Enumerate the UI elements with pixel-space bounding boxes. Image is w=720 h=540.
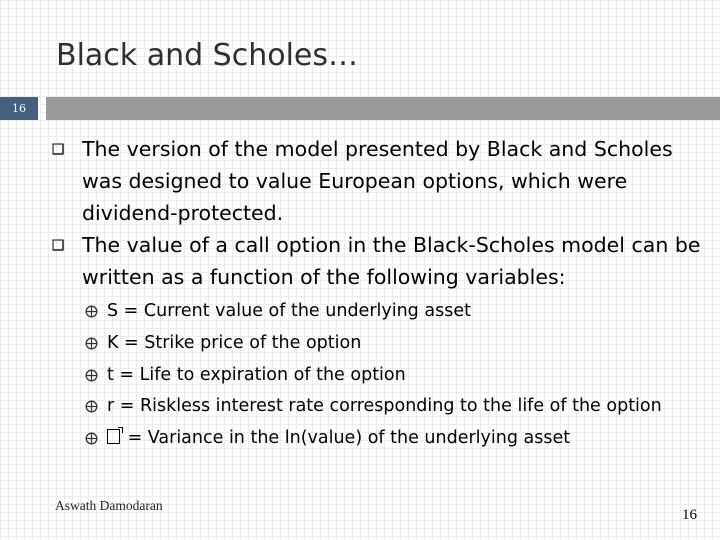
slide-title: Black and Scholes… [56,38,359,73]
hollow-square-bullet-icon [52,143,64,155]
footer-author: Aswath Damodaran [55,498,163,513]
sub-bullet-item [0,391,720,423]
sub-bullet-line [107,423,570,455]
bullet-text: The value of a call option in the Black-Scholes model can be written as a function of the following variables: [82,233,701,289]
sub-bullet-item [0,328,720,360]
sub-bullet-text: S = Current value of the underlying asset [107,301,471,321]
sub-bullet-item [0,360,720,392]
bullet-list [0,133,720,293]
sub-bullet-text: r = Riskless interest rate corresponding to the life of the option [107,396,662,417]
header-bar [46,97,720,120]
header-band [0,97,720,120]
sub-bullet-text: = Variance in the ln(value) of the underlying asset [122,428,571,449]
bullet-item [0,133,720,229]
slide-number-badge: 16 [0,97,38,120]
bullet-item [0,229,720,293]
hollow-square-bullet-icon [52,239,64,251]
bullet-text: The version of the model presented by Black and Scholes was designed to value European options, which were dividend-protected. [82,137,673,225]
sub-bullet-text: t = Life to expiration of the option [107,364,406,385]
sub-bullet-text: K = Strike price of the option [107,332,362,353]
circled-cross-bullet-icon [85,337,98,350]
footer-page-number: 16 [682,507,697,523]
circled-cross-bullet-icon [85,400,98,413]
sub-bullet-item [0,423,720,455]
circled-cross-bullet-icon [85,432,98,445]
circled-cross-bullet-icon [85,305,98,318]
sigma-squared-missing-glyph-icon [107,429,120,444]
sub-bullet-list [0,296,720,455]
circled-cross-bullet-icon [85,369,98,382]
sub-bullet-item [0,296,720,328]
